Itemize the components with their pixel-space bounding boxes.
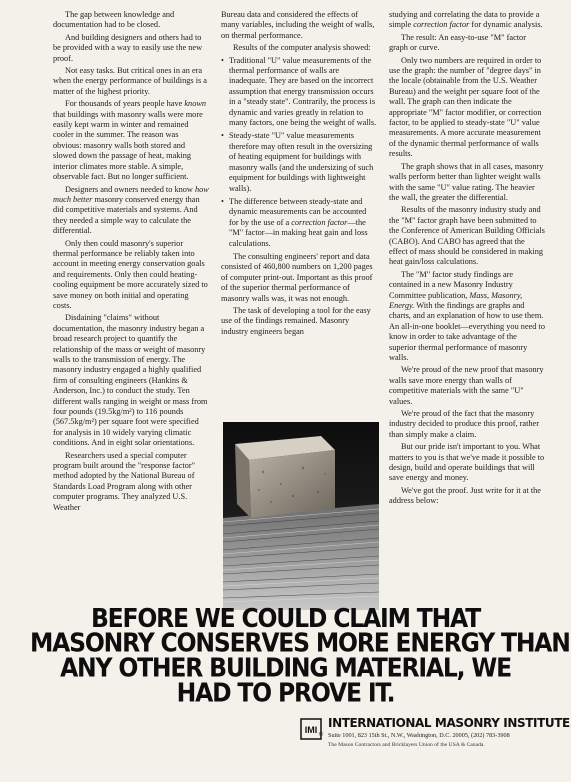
brick-and-printout-photo — [223, 422, 379, 610]
paragraph — [389, 270, 545, 364]
paragraph — [53, 185, 209, 237]
paragraph: Results of the masonry industry study and the "M" factor graph have been submitted to the Conference of American Building Officials (CABO). And CABO has agreed that the effect of mass should be considered in making heat gain/loss calculations. — [389, 205, 545, 267]
headline-line: BEFORE WE COULD CLAIM THAT — [90, 603, 481, 634]
union-credit: The Mason Contractors and Bricklayers Union of the USA & Canada. — [328, 742, 485, 748]
text-run: Designers and owners needed to know — [65, 184, 195, 194]
organization-name: INTERNATIONAL MASONRY INSTITUTE — [328, 716, 570, 730]
italic-text: correction factor — [413, 20, 470, 30]
text-run: that buildings with masonry walls were more easily kept warm in winter and remained cooler in the summer. The reason was obvious: masonry walls both stored and slowed down the passage of heat, making interior climates more stable. A simple, observable fact. But no longer sufficient. — [53, 109, 203, 182]
text-run: studying and correlating the data to provide a simple — [389, 10, 540, 30]
paragraph: And building designers and others had to be provided with a way to easily use the new proof. — [53, 32, 203, 63]
text-column-1 — [53, 10, 209, 513]
logo-text: IMI — [304, 725, 318, 735]
paragraph: The task of developing a tool for the easy use of the findings remained. Masonry industry engineers began — [221, 305, 371, 336]
paragraph: But our pride isn't important to you. What matters to you is that we've made it possible to design, build and operate buildings that will save energy and money. — [389, 442, 545, 483]
text-run: With the findings are graphs and charts, and an explanation of how to use them. An all-in-one booklet—everything you need to know in order to take advantage of the superior thermal performance of masonry walls. — [389, 300, 545, 362]
list-item: • Steady-state "U" value measurements therefore may often result in the oversizing of heating equipment for buildings with masonry walls (and the undersizing of such equipment for buildings with lightweight walls). — [221, 131, 377, 193]
italic-text: known — [184, 99, 207, 109]
paragraph: The graph shows that in all cases, masonry walls perform better than lighter weight walls with the same "U" value rating. The heavier the wall, the greater the differential. — [389, 161, 544, 202]
paragraph — [389, 10, 545, 31]
text-column-3 — [389, 10, 545, 507]
paragraph: The gap between knowledge and documentation had to be closed. — [53, 10, 175, 30]
list-item — [221, 197, 377, 249]
text-run: masonry conserved energy than did competitive materials and systems. And they needed a simple way to calculate the differential. — [53, 194, 200, 236]
paragraph: We're proud of the new proof that masonry walls save more energy than walls of competitive materials with the same "U" values. — [389, 365, 544, 406]
text-run: For thousands of years people have — [65, 99, 185, 109]
paragraph: We've got the proof. Just write for it at the address below: — [389, 485, 541, 506]
text-run: for dynamic analysis. — [469, 20, 543, 30]
copyright-mark: © — [318, 731, 324, 738]
organization-address: Suite 1001, 823 15th St., N.W., Washington, D.C. 20005, (202) 783-3908 — [328, 732, 510, 739]
paragraph: Results of the computer analysis showed: — [233, 43, 371, 53]
italic-text: how much better — [53, 184, 209, 204]
text-column-2 — [221, 10, 377, 337]
paragraph: Researchers used a special computer program built around the "response factor" method adopted by the National Bureau of Standards Load Program along with other computer programs. They analyzed U.S. Weather — [53, 450, 196, 512]
headline-line: MASONRY CONSERVES MORE ENERGY THAN — [30, 627, 570, 659]
headline — [30, 603, 570, 708]
italic-text: Mass, Masonry, Energy. — [389, 290, 523, 310]
headline-line: HAD TO PROVE IT. — [176, 677, 395, 708]
paragraph: Disdaining "claims" without documentation, the masonry industry began a broad research project to quantify the relationship of the mass or weight of masonry walls to the transmission of energy. The masonry industry engaged a highly qualified firm of consulting engineers (Hankins & Anderson, Inc.) to conduct the study. Ten different walls ranging in weight or mass from four pounds (19.5kg/m²) to 116 pounds (567.5kg/m²) per square foot were specified for analysis in 10 widely varying climatic conditions. And in eight solar orientations. — [53, 313, 208, 448]
headline-line: ANY OTHER BUILDING MATERIAL, WE — [60, 652, 511, 683]
italic-text: correction factor — [291, 217, 348, 227]
paragraph: Not easy tasks. But critical ones in an era when the energy performance of buildings is a matter of the highest priority. — [53, 66, 207, 96]
photo-illustration — [223, 422, 379, 610]
paragraph: Only then could masonry's superior thermal performance be reliably taken into account in meeting energy conservation goals and requirements. Only then could heating-cooling equipment be more accurately sized to save money on both initial and operating costs. — [53, 238, 208, 310]
list-item: • Traditional "U" value measurements of the thermal performance of walls are inadequate. They are based on the incorrect assumption that energy transmission occurs in a "steady state". Contrarily, the process is dynamic and varies greatly in relation to many factors, one being the weight of walls. — [221, 56, 377, 129]
paragraph: Only two numbers are required in order to use the graph: the number of "degree days" in the locale (obtainable from the U.S. Weather Bureau) and the weight per square foot of the wall. The graph can then indicate the appropriate "M" factor modifier, or correction factor, to be applied to steady-state "U" value measurements. A more accurate measurement of the dynamic thermal performance of walls results. — [389, 55, 542, 159]
paragraph: Bureau data and considered the effects of many variables, including the weight of walls, on thermal performance. — [221, 10, 375, 40]
paragraph: The consulting engineers' report and data consisted of 460,800 numbers on 1,200 pages of computer print-out. Important as this proof of the superior thermal performance of masonry walls was, it was not enough. — [221, 251, 373, 303]
text-run: The difference between steady-state and dynamic measurements can be accounted for by the use of a — [229, 196, 367, 227]
paragraph: The result: An easy-to-use "M" factor graph or curve. — [389, 32, 526, 53]
paragraph — [53, 99, 209, 182]
text-run: The "M" factor study findings are contained in a new Masonry Industry Committee publication, — [389, 269, 514, 300]
text-run: —the "M" factor—in making heat gain and loss calculations. — [229, 217, 368, 248]
paragraph: We're proud of the fact that the masonry industry decided to produce this proof, rather than simply make a claim. — [389, 409, 539, 439]
findings-list — [221, 56, 377, 249]
